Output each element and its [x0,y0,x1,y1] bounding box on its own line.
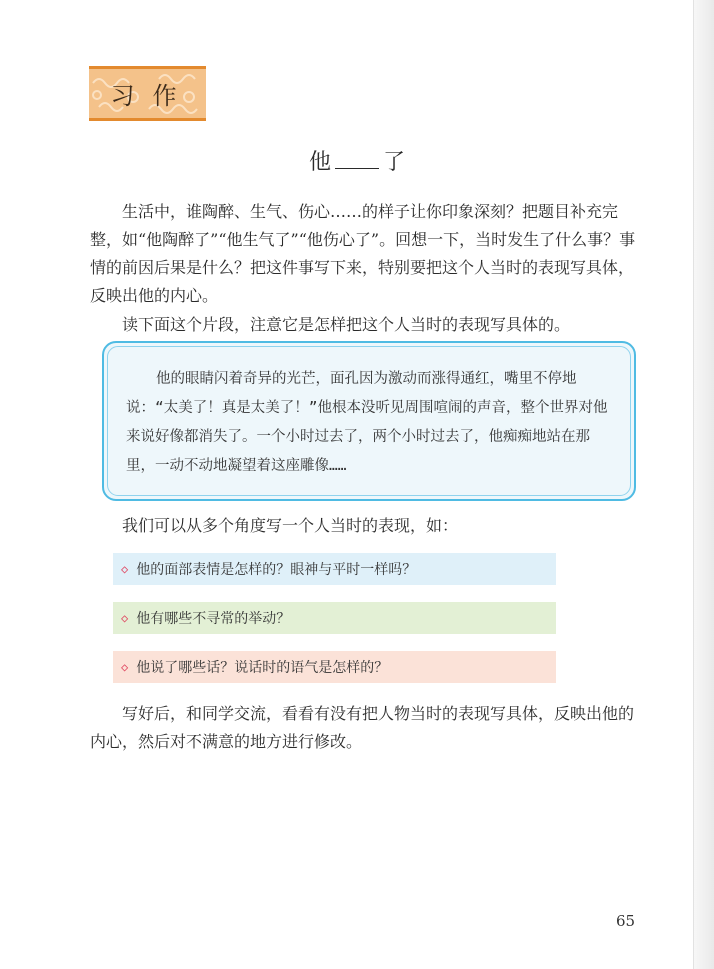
question-item [113,553,556,585]
excerpt-text: 他的眼睛闪着奇异的光芒，面孔因为激动而涨得通红，嘴里不停地说：“太美了！真是太美了！”他根本没听见周围喧闹的声音，整个世界对他来说好像都消失了。一个小时过去了，两个小时过去了，他痴痴地站在那里，一动不动地凝望着这座雕像…… [126,371,608,474]
question-text: 他有哪些不寻常的举动？ [136,611,291,627]
section-label: 习作 [110,82,195,110]
section-banner [89,66,206,121]
diamond-icon: ◇ [121,562,129,576]
title-suffix: 了 [383,150,406,175]
intro-paragraph: 生活中，谁陶醉、生气、伤心……的样子让你印象深刻？把题目补充完整，如“他陶醉了”“他生气了”“他伤心了”。回想一下，当时发生了什么事？事情的前因后果是什么？把这件事写下来，特别要把这个人当时的表现写具体，反映出他的内心。 [90,202,636,305]
page-number: 65 [616,912,636,930]
page-title [0,145,714,176]
title-prefix: 他 [308,150,331,175]
title-blank [335,150,379,169]
angles-intro: 我们可以从多个角度写一个人当时的表现，如： [122,516,459,535]
prompt-paragraph: 读下面这个片段，注意它是怎样把这个人当时的表现写具体的。 [122,315,571,334]
diamond-icon: ◇ [121,611,129,625]
question-item [113,651,556,683]
question-text: 他说了哪些话？说话时的语气是怎样的？ [136,660,389,676]
diamond-icon: ◇ [121,660,129,674]
closing-paragraph: 写好后，和同学交流，看看有没有把人物当时的表现写具体，反映出他的内心，然后对不满意的地方进行修改。 [90,704,635,751]
question-text: 他的面部表情是怎样的？眼神与平时一样吗？ [136,562,417,578]
question-item [113,602,556,634]
excerpt-box [102,341,636,501]
